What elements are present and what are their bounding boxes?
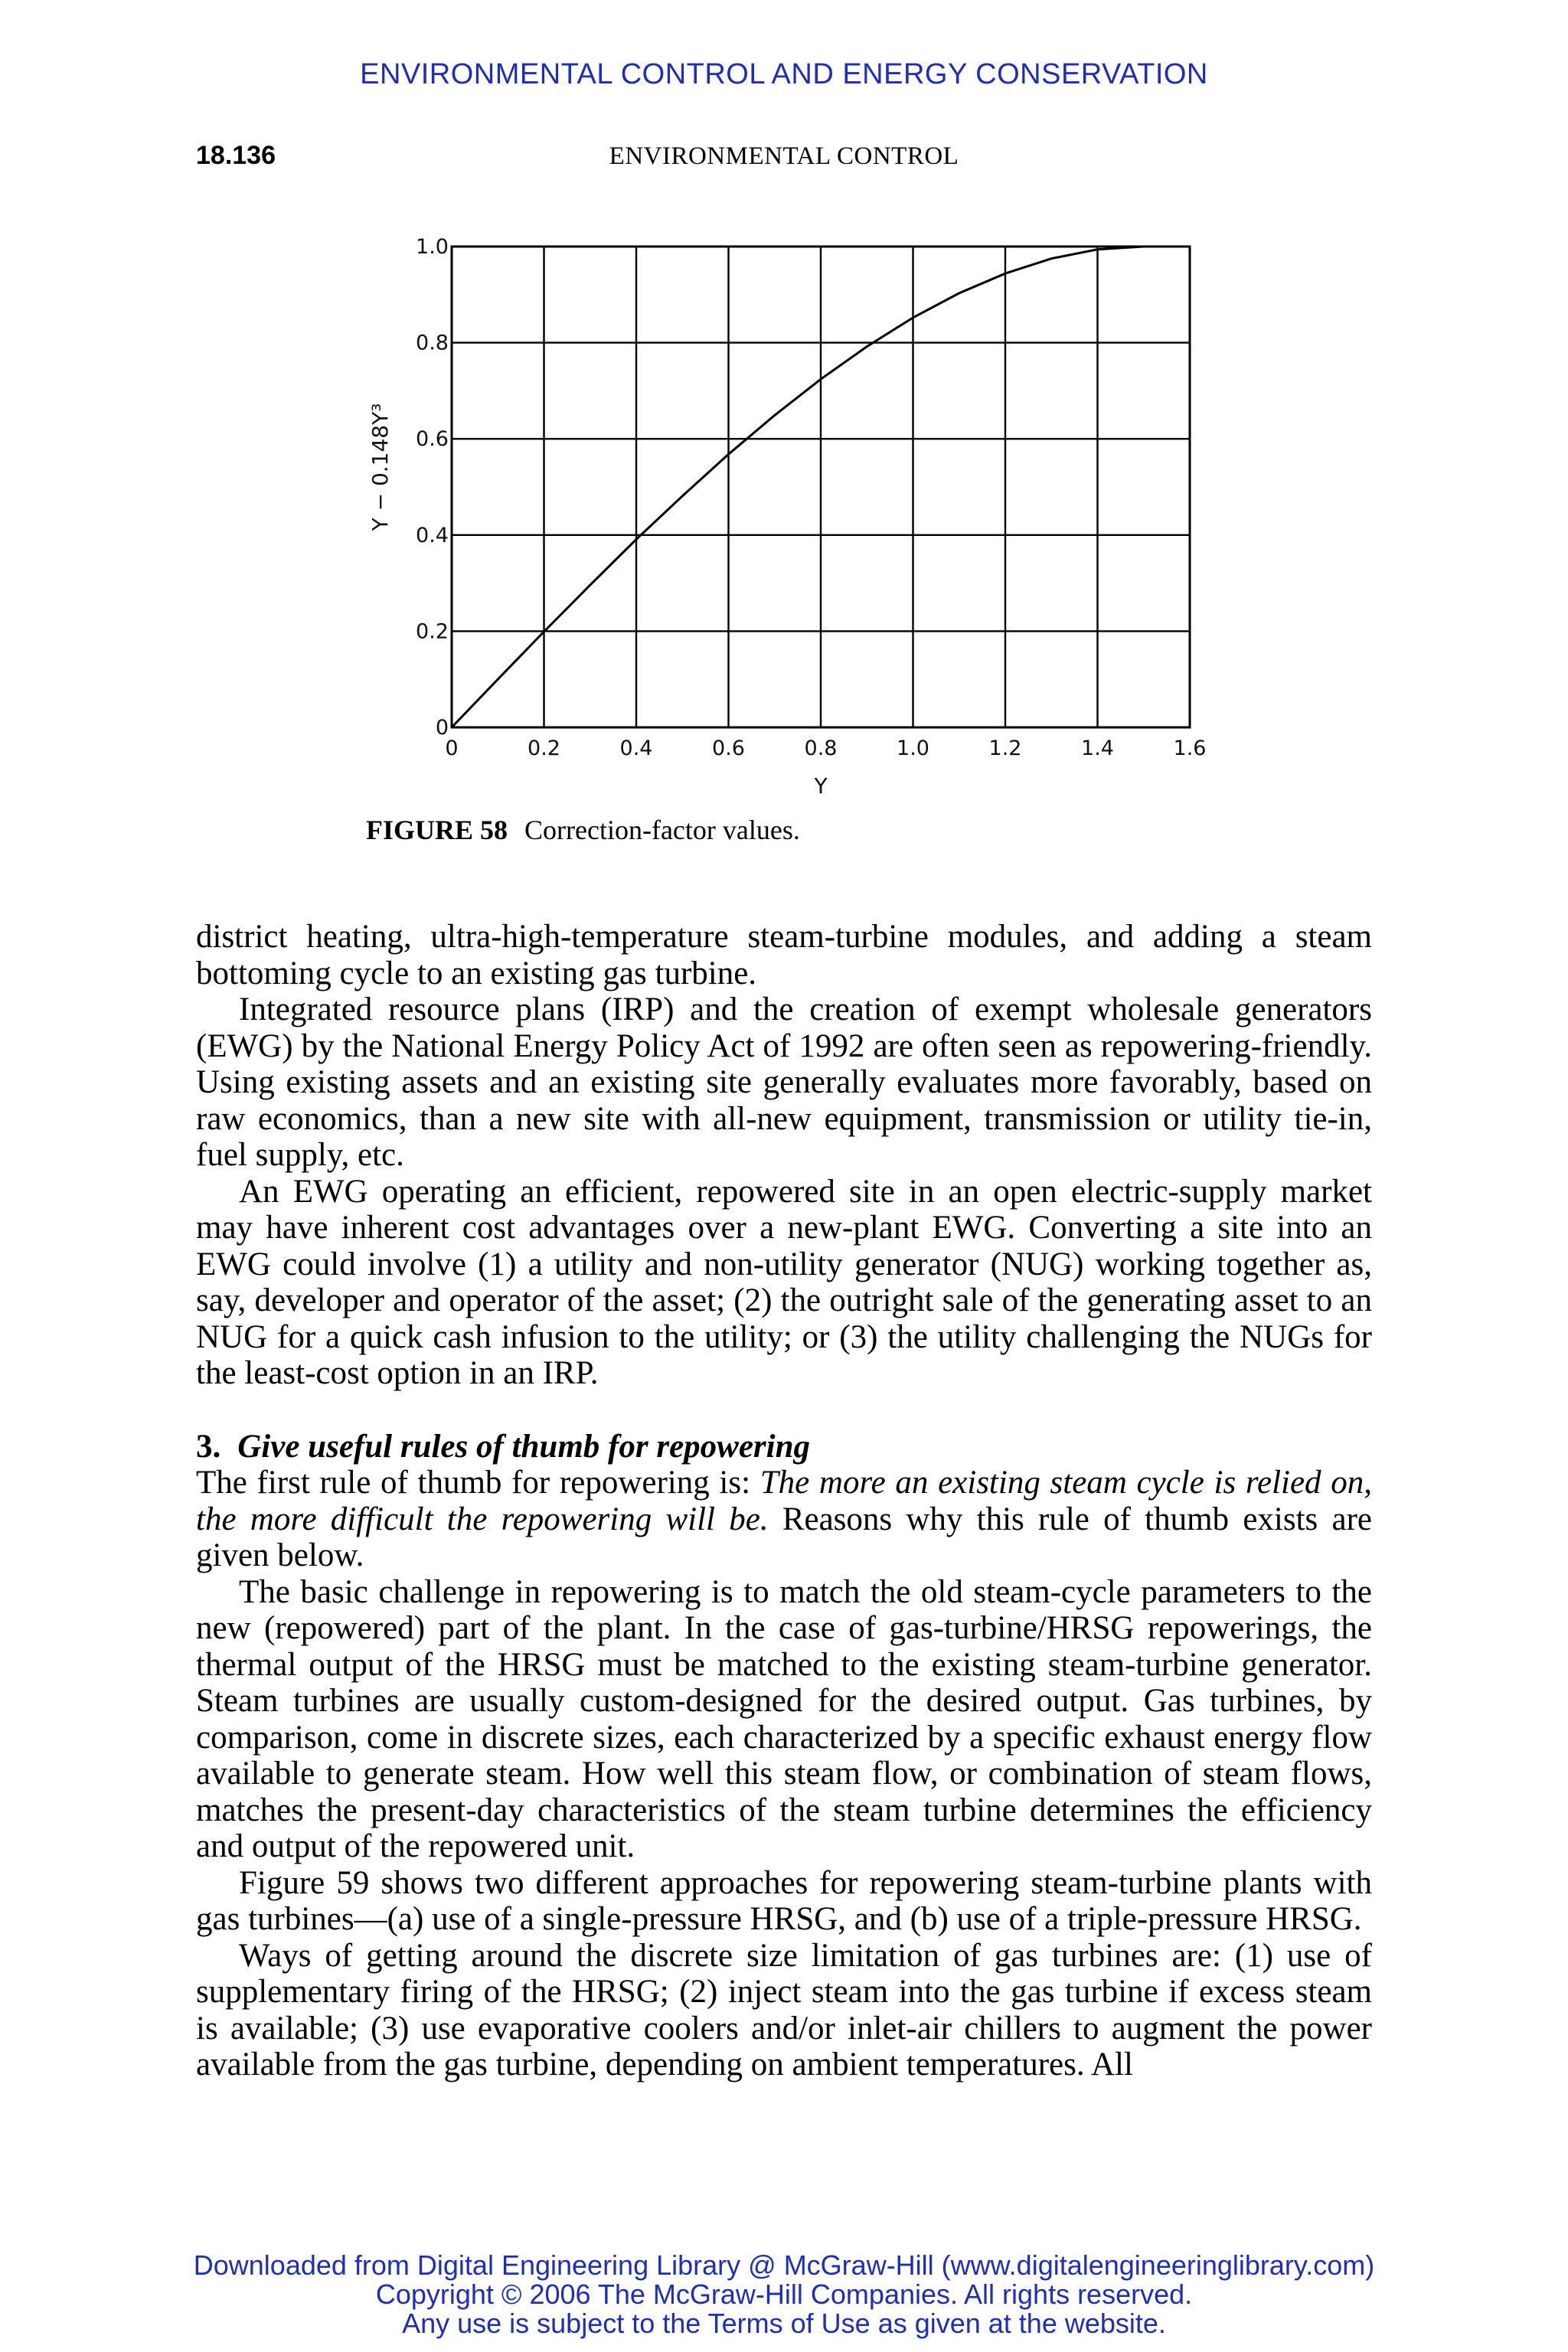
figure-caption — [366, 814, 800, 846]
x-tick-label: 1.0 — [897, 737, 929, 760]
section-head: ENVIRONMENTAL CONTROL — [609, 142, 959, 170]
footer — [0, 2251, 1568, 2338]
paragraph-5: The basic challenge in repowering is to match the old steam-cycle parameters to the new (repowered) part of the plant. In the case of gas-turbine/HRSG repowerings, the thermal output of the HRSG must be matched to the existing steam-turbine generator. Steam turbines are usually custom-designed for the desired output. Gas turbines, by comparison, come in discrete sizes, each characterized by a specific exhaust energy flow available to generate steam. How well this steam flow, or combination of steam flows, matches the present-day characteristics of the steam turbine determines the efficiency and output of the repowered unit. — [196, 1573, 1372, 1864]
paragraph-3: An EWG operating an efficient, repowered site in an open electric-supply market may have inherent cost advantages over a new-plant EWG. Converting a site into an EWG could involve (1) a utility and non-utility generator (NUG) working together as, say, developer and operator of the asset; (2) the outright sale of the generating asset to an NUG for a quick cash infusion to the utility; or (3) the utility challenging the NUGs for the least-cost option in an IRP. — [196, 1173, 1372, 1391]
x-tick-label: 0.2 — [528, 737, 560, 760]
y-tick-label: 0.4 — [416, 523, 449, 547]
x-axis-label: Y — [814, 773, 828, 799]
x-tick-label: 1.4 — [1081, 737, 1114, 760]
x-tick-label: 0.4 — [619, 737, 653, 760]
figure-label: FIGURE 58 — [366, 815, 508, 845]
paragraph-4-end: Reasons why this rule of thumb exists are given below. — [196, 1501, 1372, 1573]
y-axis-label: Y − 0.148Y³ — [368, 403, 393, 531]
paragraph-4 — [196, 1465, 1372, 1574]
paragraph-7: Ways of getting around the discrete size limitation of gas turbines are: (1) use of supplementary firing of the HRSG; (2) inject steam into the gas turbine if excess steam is available; (3) use evaporative coolers and/or inlet-air chillers to augment the power available from the gas turbine, depending on ambient temperatures. All — [196, 1937, 1372, 2082]
footer-download-line: Downloaded from Digital Engineering Library @ McGraw-Hill (www.digitalengineeringlibrary.com) — [193, 2249, 1375, 2281]
page-number: 18.136 — [196, 141, 276, 170]
question-heading — [196, 1429, 1372, 1465]
paragraph-1: district heating, ultra-high-temperature steam-turbine modules, and adding a steam bottoming cycle to an existing gas turbine. — [196, 919, 1372, 991]
paragraph-4-emphasis: The more an existing steam cycle is relied on, the more difficult the repowering will be. — [196, 1465, 1372, 1537]
paragraph-6: Figure 59 shows two different approaches for repowering steam-turbine plants with gas turbines—(a) use of a single-pressure HRSG, and (b) use of a triple-pressure HRSG. — [196, 1864, 1372, 1937]
y-tick-label: 0.8 — [416, 331, 449, 355]
x-tick-label: 0 — [445, 737, 459, 760]
correction-factor-chart — [0, 0, 1568, 858]
y-tick-label: 1.0 — [416, 235, 449, 259]
question-number: 3. — [196, 1428, 221, 1465]
figure-caption-text: Correction-factor values. — [524, 815, 800, 845]
y-tick-label: 0 — [435, 716, 449, 740]
x-tick-label: 1.2 — [988, 737, 1022, 760]
body-text — [196, 919, 1372, 2083]
y-tick-label: 0.6 — [416, 427, 449, 452]
paragraph-2: Integrated resource plans (IRP) and the creation of exempt wholesale generators (EWG) by the National Energy Policy Act of 1992 are often seen as repowering-friendly. Using existing assets and an existing site generally evaluates more favorably, based on raw economics, than a new site with all-new equipment, transmission or utility tie-in, fuel supply, etc. — [196, 991, 1372, 1173]
footer-copyright-line: Copyright © 2006 The McGraw-Hill Companies. All rights reserved. — [375, 2278, 1193, 2310]
paragraph-4-start: The first rule of thumb for repowering is: — [196, 1465, 760, 1501]
x-tick-label: 0.6 — [712, 737, 745, 760]
y-tick-label: 0.2 — [416, 619, 449, 644]
x-tick-label: 0.8 — [804, 737, 838, 760]
footer-terms-line: Any use is subject to the Terms of Use as given at the website. — [402, 2308, 1166, 2339]
x-tick-label: 1.6 — [1173, 737, 1207, 760]
running-head: ENVIRONMENTAL CONTROL AND ENERGY CONSERVATION — [360, 58, 1208, 90]
question-title: Give useful rules of thumb for repowering — [237, 1428, 811, 1465]
